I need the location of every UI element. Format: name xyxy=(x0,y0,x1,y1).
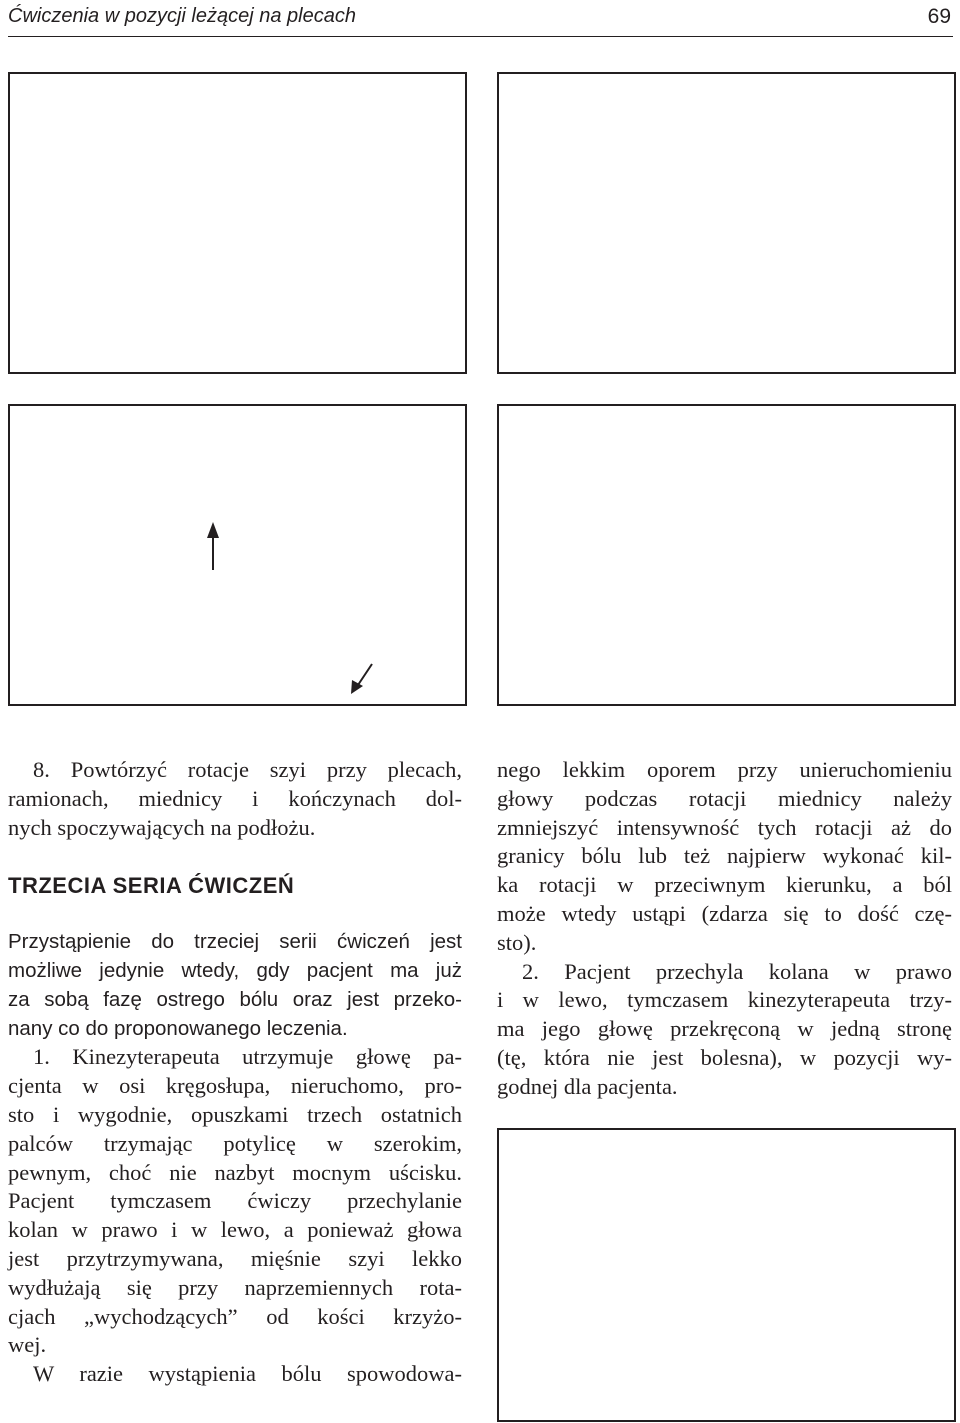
section-heading: TRZECIA SERIA ĆWICZEŃ xyxy=(8,873,295,899)
figure-frame-top-left xyxy=(8,72,467,374)
up-arrow-icon xyxy=(203,522,223,572)
running-header xyxy=(8,0,953,37)
paragraph-item-1: 1. Kinezyterapeuta utrzymuje głowę pa- cjenta w osi kręgosłupa, nieruchomo, pro- sto i wygodnie, opuszkami trzech ostatnich palców trzymając potylicę w szerokim, pewnym, choć nie nazbyt mocnym uścisku. Pacjent tymczasem ćwiczy przechylanie kolan w prawo i w lewo, a ponieważ głowa jest przytrzymywana, mięśnie szyi lekko wydłużają się przy naprzemiennych rota- cjach „wychodzących” od kości krzyżo- wej. W razie wystąpienia bólu spowodowa- xyxy=(8,1044,463,1387)
item-number: 1. xyxy=(33,1044,50,1070)
item-number: 8. xyxy=(33,757,50,782)
chapter-title: Ćwiczenia w pozycji leżącej na plecach xyxy=(8,5,356,27)
page-number: 69 xyxy=(927,5,951,28)
item-number: 2. xyxy=(522,958,539,984)
figure-frame-middle-left xyxy=(8,404,467,706)
paragraph-item-2: 2. Pacjent przechyla kolana w prawo i w lewo, tymczasem kinezyterapeuta trzy- ma jego głowę przekręconą w jedną stronę (tę, która nie jest bolesna), w pozycji wy- godnej dla pacjenta. xyxy=(497,958,952,1099)
figure-frame-middle-right xyxy=(497,404,956,706)
left-text-column xyxy=(8,756,462,1389)
paragraph-intro: Przystąpienie do trzeciej serii ćwiczeń jest możliwe jedynie wtedy, gdy pacjent ma już za sobą fazę ostrego bólu oraz jest przeko- nany co do proponowanego leczenia. xyxy=(8,930,462,1040)
diagonal-arrow-icon xyxy=(348,662,376,696)
figure-frame-top-right xyxy=(497,72,956,374)
paragraph-continuation: nego lekkim oporem przy unieruchomieniu głowy podczas rotacji miednicy należy zmniejszyć intensywność tych rotacji aż do granicy bólu lub też najpierw wykonać kil- ka rotacji w przeciwnym kierunku, a ból może wtedy ustąpi (zdarza się to dość czę- sto). xyxy=(497,757,952,955)
paragraph-item-8: 8. Powtórzyć rotacje szyi przy plecach, ramionach, miednicy i kończynach dol- nych spoczywających na podłożu. xyxy=(8,757,462,840)
right-text-column xyxy=(497,756,952,1102)
figure-frame-bottom-right xyxy=(497,1128,956,1422)
